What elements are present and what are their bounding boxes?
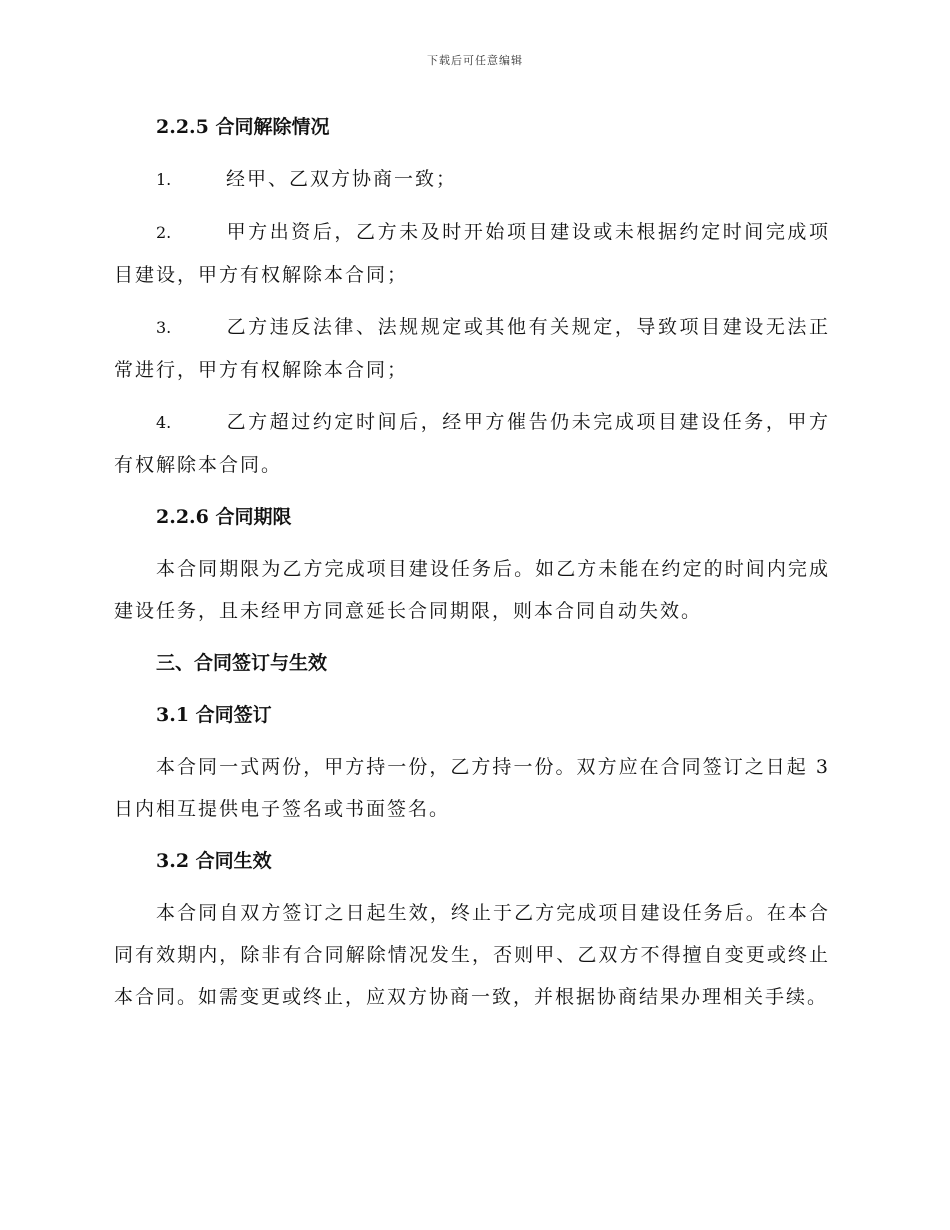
section-heading-3-1: 3.1 合同签订 bbox=[156, 704, 272, 726]
section-paragraph: 本合同期限为乙方完成项目建设任务后。如乙方未能在约定的时间内完成建设任务，且未经甲方同意延长合同期限，则本合同自动失效。 bbox=[114, 558, 830, 622]
list-item bbox=[114, 401, 830, 486]
list-item bbox=[114, 211, 830, 296]
list-item-number: 4. bbox=[156, 413, 172, 432]
list-item-text: 乙方违反法律、法规规定或其他有关规定，导致项目建设无法正常进行，甲方有权解除本合同； bbox=[114, 316, 830, 381]
section-paragraph: 本合同一式两份，甲方持一份，乙方持一份。双方应在合同签订之日起 3 日内相互提供电子签名或书面签名。 bbox=[114, 756, 830, 820]
list-item-text: 乙方超过约定时间后，经甲方催告仍未完成项目建设任务，甲方有权解除本合同。 bbox=[114, 411, 830, 476]
page-header-note: 下载后可任意编辑 bbox=[427, 54, 523, 67]
list-item-number: 1. bbox=[156, 170, 172, 189]
list-item-text: 甲方出资后，乙方未及时开始项目建设或未根据约定时间完成项目建设，甲方有权解除本合同； bbox=[114, 221, 830, 286]
section-heading-2-2-6: 2.2.6 合同期限 bbox=[156, 506, 292, 528]
list-item bbox=[114, 306, 830, 391]
section-heading-3-2: 3.2 合同生效 bbox=[156, 850, 272, 872]
list-item-number: 3. bbox=[156, 318, 172, 337]
list-item-number: 2. bbox=[156, 223, 172, 242]
chapter-heading-3: 三、合同签订与生效 bbox=[156, 652, 328, 674]
section-heading-2-2-5: 2.2.5 合同解除情况 bbox=[156, 116, 330, 138]
document-body bbox=[114, 106, 830, 1028]
list-item bbox=[114, 158, 830, 201]
section-paragraph: 本合同自双方签订之日起生效，终止于乙方完成项目建设任务后。在本合同有效期内，除非有合同解除情况发生，否则甲、乙双方不得擅自变更或终止本合同。如需变更或终止，应双方协商一致，并根据协商结果办理相关手续。 bbox=[114, 902, 830, 1008]
list-item-text: 经甲、乙双方协商一致； bbox=[226, 168, 458, 190]
